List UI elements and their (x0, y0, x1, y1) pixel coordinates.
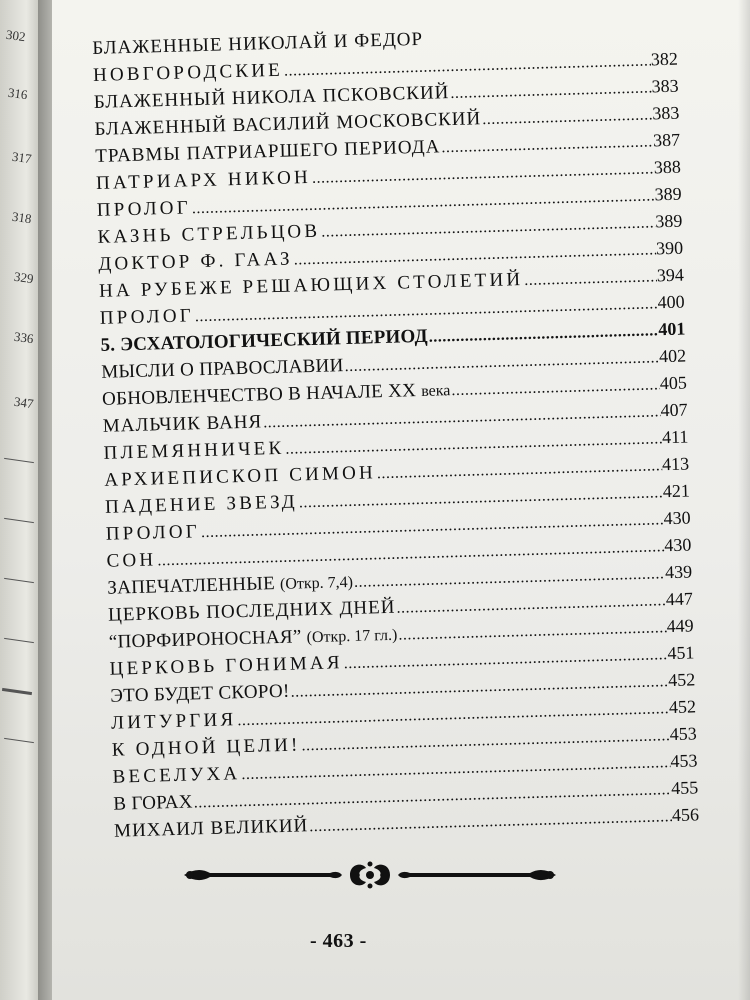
left-page-fragment: 317 (11, 148, 33, 167)
toc-entry-page: 449 (666, 615, 694, 637)
toc-leader-dots (440, 133, 653, 157)
toc-entry-title: К ОДНОЙ ЦЕЛИ! (111, 734, 301, 761)
toc-entry-page: 383 (651, 75, 679, 97)
toc-entry-page: 388 (653, 156, 682, 178)
toc-entry-page: 382 (650, 48, 679, 70)
toc-entry-page: 387 (652, 129, 681, 151)
left-page-fragment: 329 (13, 268, 35, 287)
toc-entry-title-main: ЗАПЕЧАТЛЕННЫЕ (107, 573, 276, 599)
toc-leader-dots (353, 565, 666, 592)
toc-entry-title: ЦЕРКОВЬ ГОНИМАЯ (109, 652, 343, 680)
toc-entry-page: 389 (654, 183, 682, 205)
toc-entry-page: 452 (667, 669, 696, 691)
toc-entry-page: 453 (670, 750, 698, 772)
page-number: - 463 - (310, 930, 367, 952)
toc-entry-title: МИХАИЛ ВЕЛИКИЙ (113, 815, 309, 842)
toc-entry-page: 421 (662, 480, 691, 502)
toc-entry-title: БЛАЖЕННЫЕ НИКОЛАЙ И ФЕДОР (92, 28, 424, 59)
toc-entry-page: 451 (667, 642, 695, 664)
toc-leader-dots (320, 214, 656, 241)
toc-entry-title: ПРОЛОГ (96, 197, 192, 221)
toc-entry-title: ДОКТОР Ф. ГААЗ (98, 248, 294, 275)
toc-entry-title: МЫСЛИ О ПРАВОСЛАВИИ (101, 355, 344, 383)
toc-entry-title: В ГОРАХ (113, 791, 194, 815)
toc-entry-title: ПЛЕМЯННИЧЕК (103, 437, 285, 464)
toc-entry-page: 455 (670, 777, 699, 799)
left-page-fragment: 318 (11, 208, 33, 227)
toc-entry-title: ТРАВМЫ ПАТРИАРШЕГО ПЕРИОДА (95, 136, 441, 167)
page-edge-shadow (738, 0, 750, 1000)
toc-entry-title: ПАДЕНИЕ ЗВЕЗД (104, 491, 299, 518)
toc-entry-page: 453 (669, 723, 697, 745)
toc-entry-title-suffix: (Откр. 7,4) (279, 573, 354, 593)
decorative-divider-icon (180, 858, 560, 892)
toc-leader-dots (343, 349, 659, 376)
left-page-rule (4, 738, 34, 743)
toc-entry-page: 401 (658, 318, 686, 340)
toc-entry-page: 430 (663, 507, 691, 529)
toc-entry-title: ПРОЛОГ (99, 305, 195, 329)
toc-leader-dots (450, 376, 660, 400)
left-page-fragment: 316 (7, 84, 29, 103)
toc-entry-page: 400 (657, 291, 685, 313)
toc-entry-title: СОН (106, 549, 157, 572)
toc-entry-title: БЛАЖЕННЫЙ ВАСИЛИЙ МОСКОВСКИЙ (94, 108, 482, 140)
left-page-rule (4, 638, 34, 643)
toc-entry-page: 447 (665, 588, 694, 610)
toc-entry-page: 430 (664, 534, 692, 556)
toc-entry-title: БЛАЖЕННЫЙ НИКОЛА ПСКОВСКИЙ (93, 82, 450, 113)
toc-entry-title: НОВГОРОДСКИЕ (92, 59, 284, 86)
toc-entry-title: НА РУБЕЖЕ РЕШАЮЩИХ СТОЛЕТИЙ (98, 269, 524, 302)
toc-leader-dots (481, 106, 653, 129)
toc-entry-page: 390 (655, 237, 684, 259)
left-page-fragment: 302 (5, 26, 27, 45)
toc-entry-title: МАЛЬЧИК ВАНЯ (102, 411, 263, 437)
toc-entry-title: ЦЕРКОВЬ ПОСЛЕДНИХ ДНЕЙ (107, 596, 396, 626)
right-page (52, 0, 750, 1000)
toc-entry-page: 389 (655, 210, 683, 232)
toc-entry-title: ВЕСЕЛУХА (112, 763, 241, 788)
toc-entry-title: АРХИЕПИСКОП СИМОН (104, 462, 377, 491)
left-page-rule (4, 518, 34, 523)
toc-entry-page: 456 (671, 804, 700, 826)
toc-entry-title-main: ОБНОВЛЕНЧЕСТВО В НАЧАЛЕ XX (101, 380, 417, 410)
toc-entry-page: 405 (659, 372, 688, 394)
toc-leader-dots (376, 457, 663, 483)
toc-entry-title: ЭТО БУДЕТ СКОРО! (110, 680, 290, 707)
toc-leader-dots (342, 646, 667, 673)
table-of-contents (92, 22, 699, 848)
toc-leader-dots (397, 619, 667, 645)
toc-leader-dots (311, 160, 654, 188)
toc-entry-title: КАЗНЬ СТРЕЛЬЦОВ (97, 220, 321, 248)
left-page-fragment: 336 (13, 328, 35, 347)
toc-entry-title-main: “ПОРФИРОНОСНАЯ” (108, 626, 302, 653)
toc-entry-title: ПАТРИАРХ НИКОН (95, 166, 312, 194)
toc-entry-title-suffix: века (420, 382, 451, 400)
left-page-rule (4, 458, 34, 463)
toc-entry-title-suffix: (Откр. 17 гл.) (306, 626, 398, 647)
left-page-rule (2, 688, 32, 695)
toc-entry-title: ЛИТУРГИЯ (110, 709, 237, 734)
toc-entry-page: 394 (656, 264, 685, 286)
toc-leader-dots (395, 592, 666, 618)
toc-entry-page: 402 (658, 345, 687, 367)
toc-entry-title: ПРОЛОГ (105, 521, 201, 545)
toc-leader-dots (428, 322, 659, 346)
toc-leader-dots (449, 79, 652, 103)
toc-entry-page: 439 (664, 561, 693, 583)
toc-entry-page: 413 (661, 453, 690, 475)
left-page-fragment: 347 (13, 393, 35, 412)
toc-entry-title: 5. ЭСХАТОЛОГИЧЕСКИЙ ПЕРИОД (100, 325, 429, 356)
left-page-rule (4, 578, 34, 583)
toc-entry-page: 452 (668, 696, 697, 718)
toc-leader-dots (523, 268, 657, 290)
toc-entry-page: 383 (652, 102, 680, 124)
toc-entry-page: 407 (660, 399, 688, 421)
toc-entry-page: 411 (661, 426, 689, 448)
